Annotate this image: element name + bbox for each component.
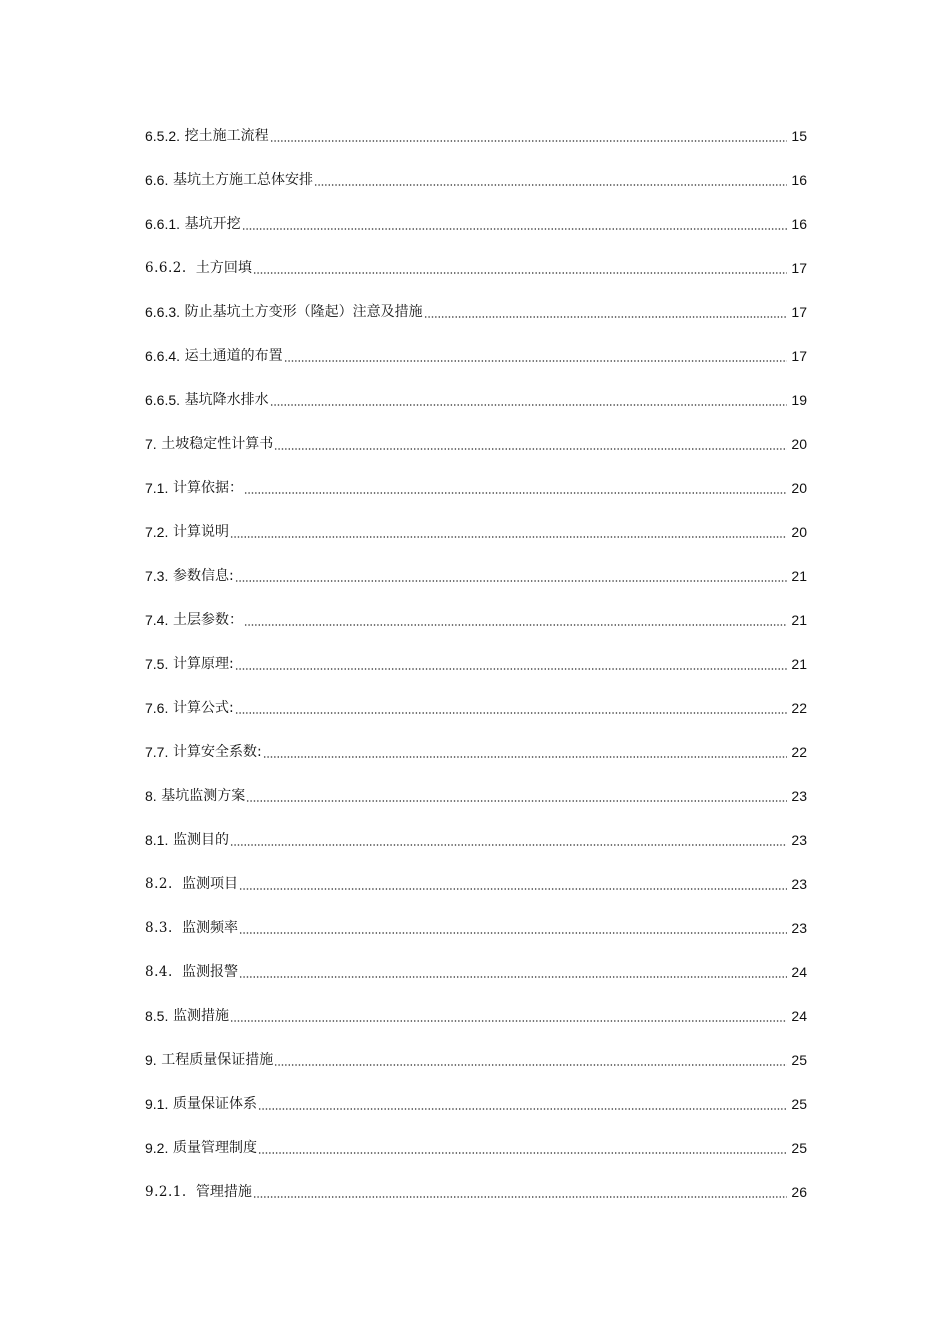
toc-entry-title: 基坑开挖 xyxy=(184,216,241,232)
toc-dot-leader xyxy=(235,580,787,582)
toc-entry-title: 质量管理制度 xyxy=(172,1140,257,1156)
toc-entry[interactable] xyxy=(145,497,807,541)
toc-entry-number: 9.2. xyxy=(145,1140,169,1156)
toc-entry-title: 质量保证体系 xyxy=(172,1096,257,1112)
toc-entry-title: 计算公式: xyxy=(172,700,234,716)
toc-entry-title: 运土通道的布置 xyxy=(184,348,283,364)
toc-entry[interactable] xyxy=(145,409,807,453)
toc-entry-title: 土方回填 xyxy=(195,260,252,276)
toc-entry-page-number: 17 xyxy=(791,348,807,364)
toc-dot-leader xyxy=(253,1196,787,1198)
toc-entry-number: 9.2.1. xyxy=(145,1184,187,1200)
toc-dot-leader xyxy=(239,976,787,978)
toc-entry[interactable] xyxy=(145,453,807,497)
toc-entry-number: 8.5. xyxy=(145,1008,169,1024)
toc-dot-leader xyxy=(246,800,787,802)
toc-entry-page-number: 22 xyxy=(791,744,807,760)
toc-entry-number: 7.4. xyxy=(145,612,169,628)
toc-entry-title: 计算依据： xyxy=(172,480,243,496)
toc-dot-leader xyxy=(244,624,787,626)
toc-entry-page-number: 25 xyxy=(791,1052,807,1068)
toc-entry-number: 7.7. xyxy=(145,744,169,760)
toc-entry-title: 土层参数： xyxy=(172,612,243,628)
toc-entry-number: 8.3. xyxy=(145,920,173,936)
toc-entry-page-number: 16 xyxy=(791,172,807,188)
toc-entry-number: 7.1. xyxy=(145,480,169,496)
toc-entry-title: 计算说明 xyxy=(172,524,229,540)
toc-entry-number: 6.6.3. xyxy=(145,304,181,320)
toc-entry-page-number: 17 xyxy=(791,304,807,320)
toc-entry[interactable] xyxy=(145,761,807,805)
toc-entry[interactable] xyxy=(145,1113,807,1157)
toc-entry-title: 挖土施工流程 xyxy=(184,128,269,144)
toc-entry-title: 防止基坑土方变形（隆起）注意及措施 xyxy=(184,304,423,320)
toc-dot-leader xyxy=(239,932,787,934)
toc-entry-number: 6.5.2. xyxy=(145,128,181,144)
toc-entry-page-number: 19 xyxy=(791,392,807,408)
toc-dot-leader xyxy=(244,492,787,494)
toc-dot-leader xyxy=(424,316,787,318)
toc-entry-page-number: 24 xyxy=(791,1008,807,1024)
toc-entry[interactable] xyxy=(145,125,807,145)
toc-entry-page-number: 21 xyxy=(791,568,807,584)
toc-entry-number: 6.6.2. xyxy=(145,260,187,276)
toc-entry-page-number: 26 xyxy=(791,1184,807,1200)
toc-dot-leader xyxy=(314,184,787,186)
toc-entry-number: 8.1. xyxy=(145,832,169,848)
toc-entry-title: 计算原理: xyxy=(172,656,234,672)
toc-entry-separator xyxy=(187,259,196,277)
toc-entry-title: 工程质量保证措施 xyxy=(161,1052,274,1068)
toc-dot-leader xyxy=(235,668,787,670)
toc-entry-title: 基坑土方施工总体安排 xyxy=(172,172,313,188)
toc-entry-page-number: 20 xyxy=(791,480,807,496)
toc-entry-page-number: 23 xyxy=(791,876,807,892)
toc-dot-leader xyxy=(230,1020,787,1022)
toc-dot-leader xyxy=(230,844,787,846)
toc-entry[interactable] xyxy=(145,585,807,629)
toc-entry-page-number: 22 xyxy=(791,700,807,716)
toc-entry[interactable] xyxy=(145,541,807,585)
toc-entry[interactable] xyxy=(145,1069,807,1113)
toc-entry-title: 基坑监测方案 xyxy=(161,788,246,804)
table-of-contents xyxy=(145,125,807,1201)
toc-entry-number: 8.4. xyxy=(145,964,173,980)
toc-entry-title: 监测频率 xyxy=(181,920,238,936)
toc-entry-title: 参数信息: xyxy=(172,568,234,584)
toc-entry-separator xyxy=(173,919,182,937)
toc-entry[interactable] xyxy=(145,189,807,233)
toc-entry-number: 9. xyxy=(145,1052,157,1068)
toc-dot-leader xyxy=(270,140,787,142)
toc-entry-page-number: 23 xyxy=(791,788,807,804)
toc-entry-page-number: 25 xyxy=(791,1096,807,1112)
toc-dot-leader xyxy=(258,1108,787,1110)
toc-entry-title: 基坑降水排水 xyxy=(184,392,269,408)
toc-entry-number: 6.6. xyxy=(145,172,169,188)
toc-entry-page-number: 20 xyxy=(791,524,807,540)
toc-dot-leader xyxy=(253,272,787,274)
toc-dot-leader xyxy=(274,1064,787,1066)
toc-entry[interactable] xyxy=(145,981,807,1025)
toc-entry-title: 土坡稳定性计算书 xyxy=(161,436,274,452)
toc-entry-page-number: 21 xyxy=(791,656,807,672)
toc-entry-title: 监测目的 xyxy=(172,832,229,848)
toc-entry-title: 计算安全系数: xyxy=(172,744,262,760)
toc-dot-leader xyxy=(263,756,787,758)
toc-dot-leader xyxy=(239,888,787,890)
toc-entry-number: 6.6.5. xyxy=(145,392,181,408)
toc-entry[interactable] xyxy=(145,673,807,717)
toc-dot-leader xyxy=(258,1152,787,1154)
toc-entry[interactable] xyxy=(145,277,807,321)
toc-entry[interactable] xyxy=(145,937,807,981)
toc-dot-leader xyxy=(270,404,787,406)
toc-entry-number: 7.3. xyxy=(145,568,169,584)
toc-entry-page-number: 20 xyxy=(791,436,807,452)
toc-dot-leader xyxy=(230,536,787,538)
toc-entry-number: 6.6.1. xyxy=(145,216,181,232)
toc-entry-number: 7.2. xyxy=(145,524,169,540)
toc-entry-page-number: 21 xyxy=(791,612,807,628)
toc-entry[interactable] xyxy=(145,365,807,409)
toc-entry[interactable] xyxy=(145,1025,807,1069)
toc-entry[interactable] xyxy=(145,629,807,673)
toc-entry[interactable] xyxy=(145,893,807,937)
toc-entry-number: 6.6.4. xyxy=(145,348,181,364)
toc-entry-number: 9.1. xyxy=(145,1096,169,1112)
toc-entry-title: 监测项目 xyxy=(181,876,238,892)
toc-entry-page-number: 16 xyxy=(791,216,807,232)
toc-dot-leader xyxy=(242,228,787,230)
toc-dot-leader xyxy=(274,448,787,450)
toc-entry[interactable] xyxy=(145,233,807,277)
toc-entry-number: 7. xyxy=(145,436,157,452)
toc-dot-leader xyxy=(284,360,787,362)
toc-entry-title: 监测报警 xyxy=(181,964,238,980)
toc-entry-page-number: 23 xyxy=(791,832,807,848)
toc-entry[interactable] xyxy=(145,849,807,893)
toc-entry[interactable] xyxy=(145,805,807,849)
toc-entry-number: 8. xyxy=(145,788,157,804)
toc-entry-page-number: 23 xyxy=(791,920,807,936)
toc-entry-separator xyxy=(187,1183,196,1201)
toc-entry[interactable] xyxy=(145,717,807,761)
toc-entry-number: 7.5. xyxy=(145,656,169,672)
toc-entry-page-number: 15 xyxy=(791,128,807,144)
toc-entry-number: 7.6. xyxy=(145,700,169,716)
toc-entry-title: 监测措施 xyxy=(172,1008,229,1024)
toc-entry[interactable] xyxy=(145,145,807,189)
toc-dot-leader xyxy=(235,712,787,714)
toc-entry-page-number: 25 xyxy=(791,1140,807,1156)
toc-entry-title: 管理措施 xyxy=(195,1184,252,1200)
toc-entry-separator xyxy=(173,875,182,893)
toc-entry-page-number: 24 xyxy=(791,964,807,980)
toc-entry-separator xyxy=(173,963,182,981)
toc-entry-page-number: 17 xyxy=(791,260,807,276)
toc-entry[interactable] xyxy=(145,321,807,365)
toc-entry-number: 8.2. xyxy=(145,876,173,892)
toc-entry[interactable] xyxy=(145,1157,807,1201)
